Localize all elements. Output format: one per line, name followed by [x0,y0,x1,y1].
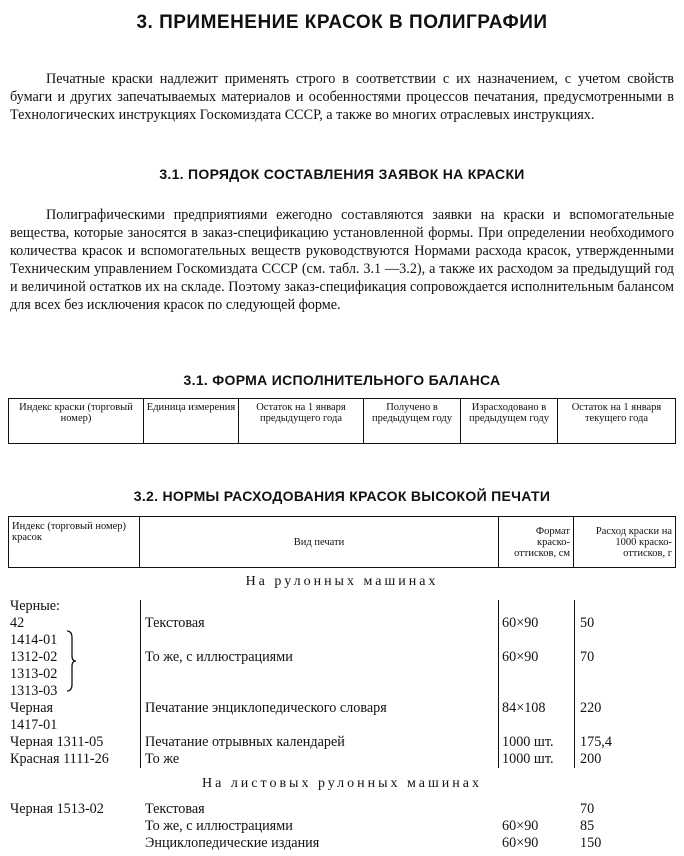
table-row-index: 1312-02 [10,649,58,665]
column-rule [574,600,575,768]
table-row-index: 1313-03 [10,683,58,699]
table-row-type: То же [145,751,180,767]
norms-header-format: Формат краско-оттисков, см [499,517,574,568]
column-rule [498,600,499,768]
table-row-index: Красная 1111-26 [10,751,109,767]
balance-table-title: 3.1. ФОРМА ИСПОЛНИТЕЛЬНОГО БАЛАНСА [183,372,501,388]
table-row-index: Черные: [10,598,60,614]
table-row-type: То же, с иллюстрациями [145,818,293,834]
section-title: 3. ПРИМЕНЕНИЕ КРАСОК В ПОЛИГРАФИИ [136,12,548,33]
balance-header-cell: Получено в предыдущем году [364,399,461,444]
group-heading-sheet: На листовых рулонных машинах [202,776,482,791]
table-row-index: 1414-01 [10,632,58,648]
table-row-rate: 85 [580,818,595,834]
table-row-format: 1000 шт. [502,751,554,767]
table-row-rate: 175,4 [580,734,612,750]
norms-table-header [8,516,676,568]
intro-paragraph [10,70,674,124]
table-row-format: 60×90 [502,835,539,851]
table-row-rate: 200 [580,751,602,767]
norms-header-row [9,517,676,568]
balance-header-cell: Израсходовано в предыдущем году [461,399,558,444]
table-row-type: Текстовая [145,801,205,817]
balance-header-cell: Остаток на 1 января текущего года [558,399,676,444]
norms-header-rate: Расход краски на 1000 краско-оттисков, г [574,517,676,568]
table-row-index: 1417-01 [10,717,58,733]
table-row-format: 60×90 [502,818,539,834]
index-column [10,598,140,768]
table-row-index: Черная [10,700,54,716]
table-row-index: 1313-02 [10,666,58,682]
table-row-format: 84×108 [502,700,546,716]
balance-table [8,398,676,444]
table-row-index: Черная 1513-02 [10,801,104,817]
table-row-type: Печатание отрывных календарей [145,734,345,750]
norms-header-type: Вид печати [140,517,499,568]
subsection-title: 3.1. ПОРЯДОК СОСТАВЛЕНИЯ ЗАЯВОК НА КРАСКИ [159,166,525,182]
table-row-format: 60×90 [502,615,539,631]
balance-header-cell: Остаток на 1 января предыдущего года [239,399,364,444]
subsection-text: Полиграфическими предприятиями ежегодно составляются заявки на краски и вспомогательные вещества, которые заносятся в заказ-спецификацию установленной формы. При определении необходимого количества красок и вспомогательных веществ руководствуются Нормами расхода красок, утвержденными Техническим управлением Госкомиздата СССР (см. табл. 3.1 —3.2), а также их расходом за предыдущий год и величиной остатков их на складе. Поэтому заказ-спецификация сопровождается исполнительным балансом для всех без исключения красок по следующей форме. [10,207,674,313]
table-row-rate: 220 [580,700,602,716]
table-row-type: Печатание энциклопедического словаря [145,700,387,716]
balance-header-row [9,399,676,444]
table-row-format: 60×90 [502,649,539,665]
norms-table-title: 3.2. НОРМЫ РАСХОДОВАНИЯ КРАСОК ВЫСОКОЙ ПЕЧАТИ [133,488,551,504]
table-row-rate: 70 [580,801,595,817]
table-row-index: 42 [10,615,25,631]
table-row-format: 1000 шт. [502,734,554,750]
intro-text: Печатные краски надлежит применять строго в соответствии с их назначением, с учетом свойств бумаги и других запечатываемых материалов и особенностями процессов печатания, предусмотренными в Технологических инструкциях Госкомиздата СССР, а также во многих отраслевых инструкциях. [10,71,674,123]
subsection-paragraph [10,206,674,314]
table-row-type: Текстовая [145,615,205,631]
table-row-rate: 70 [580,649,595,665]
group-heading-roll: На рулонных машинах [245,574,439,589]
table-row-type: Энциклопедические издания [145,835,320,851]
norms-header-index: Индекс (торговый номер) красок [9,517,140,568]
column-rule [140,600,141,768]
table-row-rate: 50 [580,615,595,631]
table-row-rate: 150 [580,835,602,851]
table-row-type: То же, с иллюстрациями [145,649,293,665]
balance-header-cell: Индекс краски (торговый номер) [9,399,144,444]
table-row-index: Черная 1311-05 [10,734,104,750]
balance-header-cell: Единица измерения [144,399,239,444]
